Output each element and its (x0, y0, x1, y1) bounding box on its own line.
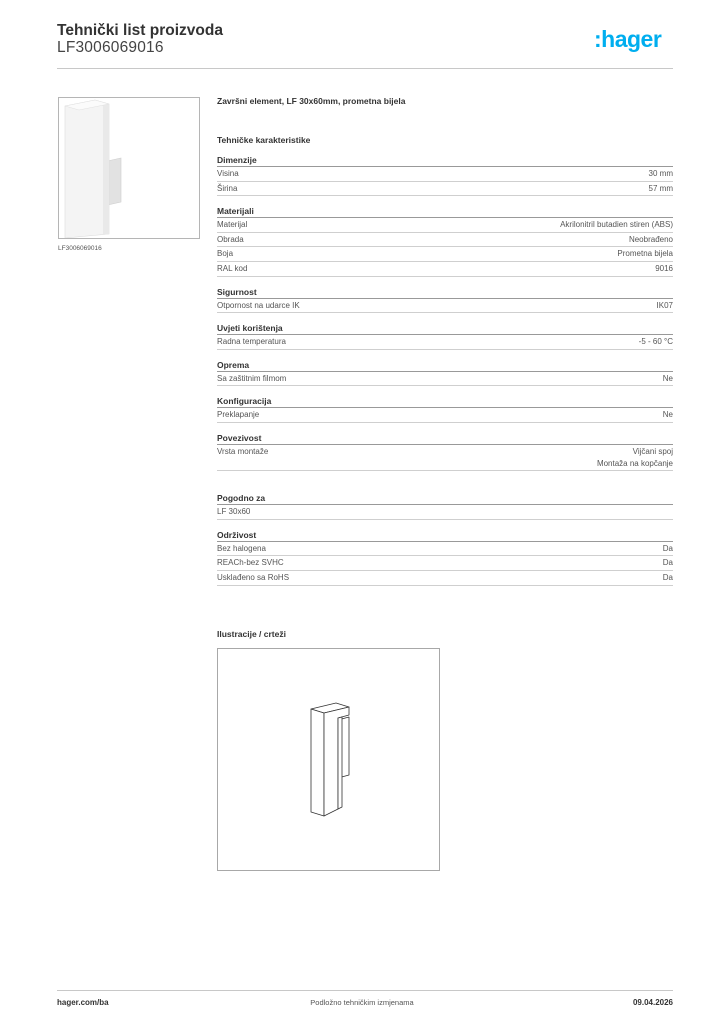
spec-label: Materijal (217, 220, 248, 230)
spec-value-line: Montaža na kopčanje (596, 458, 673, 468)
spec-value: Ne (662, 373, 673, 383)
group-title: Materijali (217, 206, 673, 218)
tech-characteristics-heading: Tehničke karakteristike (217, 135, 311, 145)
spec-value: Da (662, 558, 673, 568)
spec-row (217, 372, 673, 387)
spec-value: Akrilonitril butadien stiren (ABS) (560, 220, 673, 230)
spec-row (217, 299, 673, 314)
spec-value-line: Vijčani spoj (632, 446, 673, 456)
group-title: Pogodno za (217, 493, 673, 505)
spec-label: Obrada (217, 234, 244, 244)
spec-row (217, 167, 673, 182)
spec-row (217, 556, 673, 571)
group-title: Sigurnost (217, 287, 673, 299)
spec-row (217, 505, 673, 520)
technical-drawing (217, 648, 440, 871)
group-title: Povezivost (217, 433, 673, 445)
spec-label: Visina (217, 169, 239, 178)
spec-label: RAL kod (217, 263, 248, 273)
product-name: Završni element, LF 30x60mm, prometna bijela (217, 96, 406, 106)
spec-label: Radna temperatura (217, 337, 286, 347)
group-title: Dimenzije (217, 155, 673, 167)
group-title: Održivost (217, 530, 673, 542)
spec-row (217, 247, 673, 262)
spec-label: Boja (217, 249, 234, 259)
group-title: Konfiguracija (217, 396, 673, 408)
hager-logo-text: :hager (594, 28, 662, 52)
group-title: Uvjeti korištenja (217, 323, 673, 335)
spec-value: 9016 (655, 263, 673, 273)
spec-label: Vrsta montaže (217, 446, 269, 456)
spec-label: Sa zaštitnim filmom (217, 373, 287, 383)
group-title: Oprema (217, 360, 673, 372)
spec-value: 30 mm (648, 169, 673, 178)
spec-row (217, 233, 673, 248)
spec-value: Da (662, 543, 673, 553)
spec-value: Da (662, 572, 673, 582)
spec-value: Ne (662, 410, 673, 420)
spec-label: Otpornost na udarce IK (217, 300, 300, 310)
spacer (217, 481, 673, 493)
hager-logo (594, 28, 674, 54)
spec-group-configuration (217, 396, 673, 423)
footer-disclaimer: Podložno tehničkim izmjenama (310, 998, 414, 1007)
spec-content (217, 96, 673, 596)
spec-label: LF 30x60 (217, 507, 251, 517)
spec-row (217, 408, 673, 423)
spec-group-materials (217, 206, 673, 276)
spec-group-equipment (217, 360, 673, 387)
spec-group-sustainability (217, 530, 673, 586)
spec-label: REACh-bez SVHC (217, 558, 284, 568)
spec-group-suitable-for (217, 493, 673, 520)
spec-label: Usklađeno sa RoHS (217, 572, 290, 582)
spec-group-dimensions (217, 155, 673, 196)
header-divider (57, 68, 673, 69)
spec-row (217, 445, 673, 471)
spec-row (217, 182, 673, 197)
spec-row (217, 571, 673, 586)
spec-row (217, 542, 673, 557)
spec-group-connectivity (217, 433, 673, 471)
spec-value: Neobrađeno (628, 234, 673, 244)
spec-label: Širina (217, 183, 238, 193)
footer-website: hager.com/ba (57, 998, 109, 1007)
spec-group-safety (217, 287, 673, 314)
footer-date: 09.04.2026 (632, 998, 673, 1007)
footer-divider (57, 990, 673, 991)
page-title: Tehnički list proizvoda (57, 22, 223, 39)
spec-value (597, 446, 673, 469)
spec-value: -5 - 60 °C (638, 337, 673, 347)
product-photo-image (59, 98, 199, 238)
illustrations-heading: Ilustracije / crteži (217, 629, 286, 639)
photo-caption: LF3006069016 (58, 245, 102, 252)
spec-value: 57 mm (648, 183, 673, 193)
spec-row (217, 335, 673, 350)
spec-label: Bez halogena (217, 543, 266, 553)
spec-row (217, 218, 673, 233)
product-photo (58, 97, 200, 239)
spec-label: Preklapanje (217, 410, 260, 420)
spec-value: IK07 (656, 300, 673, 310)
product-reference: LF3006069016 (57, 39, 164, 56)
spec-group-usage-conditions (217, 323, 673, 350)
spec-row (217, 262, 673, 277)
spec-value: Prometna bijela (617, 249, 673, 259)
technical-drawing-image (218, 649, 439, 870)
